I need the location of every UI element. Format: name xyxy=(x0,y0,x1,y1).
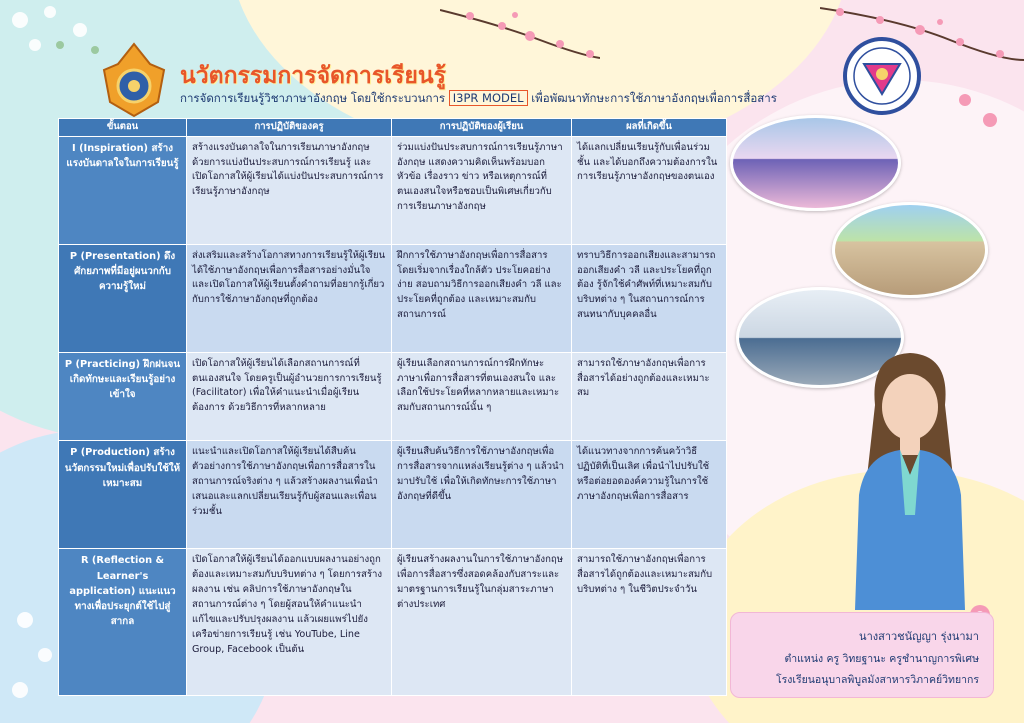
model-name-badge: I3PR MODEL xyxy=(449,90,528,106)
presenter-school: โรงเรียนอนุบาลพิบูลมังสาหารวิภาคย์วิทยากร xyxy=(775,674,979,686)
result-cell: ได้แลกเปลี่ยนเรียนรู้กับเพื่อนร่วมชั้น และได้บอกถึงความต้องการในการเรียนรู้ภาษาอังกฤษของตนเอง xyxy=(572,136,727,244)
table-row xyxy=(59,244,727,352)
step-cell: R (Reflection & Learner's application) แนะแนวทางเพื่อประยุกต์ใช้ไปสู่สากล xyxy=(59,549,187,696)
page-subtitle xyxy=(180,90,777,108)
outdoor-activity-photo xyxy=(832,202,988,298)
header-step: ขั้นตอน xyxy=(59,119,187,137)
school-emblem-icon xyxy=(100,42,168,118)
student-cell: ฝึกการใช้ภาษาอังกฤษเพื่อการสื่อสาร โดยเริ่มจากเรื่องใกล้ตัว ประโยคอย่างง่าย สอบถามวิธีการออกเสียงคำ วลี และประโยคที่ถูกต้อง และเหมาะสมกับสถานการณ์ xyxy=(392,244,572,352)
table-row xyxy=(59,136,727,244)
table-row xyxy=(59,441,727,549)
flower-icon xyxy=(0,0,110,70)
teacher-cell: สร้างแรงบันดาลใจในการเรียนภาษาอังกฤษด้วยการแบ่งปันประสบการณ์การเรียนรู้ และเปิดโอกาสให้ผู้เรียนได้แบ่งปันประสบการณ์การเรียนรู้ภาษาอังกฤษ xyxy=(187,136,392,244)
header-student: การปฏิบัติของผู้เรียน xyxy=(392,119,572,137)
subtitle-text: การจัดการเรียนรู้วิชาภาษาอังกฤษ โดยใช้กระบวนการ xyxy=(180,91,446,105)
header-teacher: การปฏิบัติของครู xyxy=(187,119,392,137)
presenter-nameplate xyxy=(730,612,994,698)
teacher-portrait xyxy=(845,345,975,610)
student-cell: ผู้เรียนสร้างผลงานในการใช้ภาษาอังกฤษเพื่อการสื่อสารซึ่งสอดคล้องกับสาระและมาตรฐานการเรียนรู้ในกลุ่มสาระภาษาต่างประเทศ xyxy=(392,549,572,696)
header-result: ผลที่เกิดขึ้น xyxy=(572,119,727,137)
flower-icon xyxy=(950,80,1010,140)
result-cell: สามารถใช้ภาษาอังกฤษเพื่อการสื่อสารได้อย่างถูกต้องและเหมาะสม xyxy=(572,352,727,441)
teacher-cell: แนะนำและเปิดโอกาสให้ผู้เรียนได้สืบค้นตัวอย่างการใช้ภาษาอังกฤษเพื่อการสื่อสารในสถานการณ์จริงต่าง ๆ แล้วสร้างผลงานเพื่อนำเสนอและแลกเปลี่ยนเรียนรู้กับผู้สอนและเพื่อนร่วมชั้น xyxy=(187,441,392,549)
step-cell: I (Inspiration) สร้างแรงบันดาลใจในการเรียนรู้ xyxy=(59,136,187,244)
step-cell: P (Production) สร้างนวัตกรรมใหม่เพื่อปรับใช้ให้เหมาะสม xyxy=(59,441,187,549)
teacher-cell: ส่งเสริมและสร้างโอกาสทางการเรียนรู้ให้ผู้เรียนได้ใช้ภาษาอังกฤษเพื่อการสื่อสารอย่างมั่นใจ และเปิดโอกาสให้ผู้เรียนตั้งคำถามที่อยากรู้เกี่ยวกับการใช้ภาษาอังกฤษที่ถูกต้อง xyxy=(187,244,392,352)
student-cell: ผู้เรียนเลือกสถานการณ์การฝึกทักษะภาษาเพื่อการสื่อสารที่ตนเองสนใจ และเลือกใช้ประโยคที่หลากหลายและเหมาะสมกับสถานการณ์นั้น ๆ xyxy=(392,352,572,441)
table-row xyxy=(59,549,727,696)
page-title: นวัตกรรมการจัดการเรียนรู้ xyxy=(180,63,446,89)
result-cell: สามารถใช้ภาษาอังกฤษเพื่อการสื่อสารได้ถูกต้องและเหมาะสมกับบริบทต่าง ๆ ในชีวิตประจำวัน xyxy=(572,549,727,696)
classroom-photo xyxy=(730,115,901,211)
subtitle-text-end: เพื่อพัฒนาทักษะการใช้ภาษาอังกฤษเพื่อการสื่อสาร xyxy=(531,91,777,105)
step-cell: P (Practicing) ฝึกฝนจนเกิดทักษะและเรียนรู้อย่างเข้าใจ xyxy=(59,352,187,441)
lesson-process-table xyxy=(58,118,727,696)
presenter-name: นางสาวชนัญญา รุ่งนามา xyxy=(859,630,979,643)
student-cell: ผู้เรียนสืบค้นวิธีการใช้ภาษาอังกฤษเพื่อการสื่อสารจากแหล่งเรียนรู้ต่าง ๆ แล้วนำมาปรับใช้ เพื่อให้เกิดทักษะการใช้ภาษาอังกฤษที่ดีขึ้น xyxy=(392,441,572,549)
student-cell: ร่วมแบ่งปันประสบการณ์การเรียนรู้ภาษาอังกฤษ แสดงความคิดเห็นพร้อมบอกหัวข้อ เรื่องราว ข่าว หรือเหตุการณ์ที่ตนเองสนใจหรือชอบเป็นพิเศษเกี่ยวกับการเรียนภาษาอังกฤษ xyxy=(392,136,572,244)
table-row xyxy=(59,352,727,441)
result-cell: ทราบวิธีการออกเสียงและสามารถออกเสียงคำ วลี และประโยคที่ถูกต้อง รู้จักใช้คำศัพท์ที่เหมาะสมกับบริบทต่าง ๆ ในสถานการณ์การสนทนากับบุคคลอื่น xyxy=(572,244,727,352)
result-cell: ได้แนวทางจากการค้นคว้าวิธีปฏิบัติที่เป็นเลิศ เพื่อนำไปปรับใช้หรือต่อยอดองค์ความรู้ในการใช้ภาษาอังกฤษเพื่อการสื่อสาร xyxy=(572,441,727,549)
school-logo-icon xyxy=(842,36,922,116)
cherry-blossom-icon xyxy=(440,0,600,60)
teacher-cell: เปิดโอกาสให้ผู้เรียนได้เลือกสถานการณ์ที่ตนเองสนใจ โดยครูเป็นผู้อำนวยการการเรียนรู้ (Facilitator) เพื่อให้คำแนะนำเมื่อผู้เรียนต้องการ ด้วยวิธีการที่หลากหลาย xyxy=(187,352,392,441)
teacher-cell: เปิดโอกาสให้ผู้เรียนได้ออกแบบผลงานอย่างถูกต้องและเหมาะสมกับบริบทต่าง ๆ โดยการสร้างผลงาน เช่น คลิปการใช้ภาษาอังกฤษในสถานการณ์ต่าง ๆ โดยผู้สอนให้คำแนะนำ แก้ไขและปรับปรุงผลงาน แล้วเผยแพร่ไปยังเครือข่ายการเรียนรู้ เช่น YouTube, Line Group, Facebook เป็นต้น xyxy=(187,549,392,696)
presenter-position: ตำแหน่ง ครู วิทยฐานะ ครูชำนาญการพิเศษ xyxy=(784,653,979,665)
table-header-row xyxy=(59,119,727,137)
step-cell: P (Presentation) ดึงศักยภาพที่มีอยู่ผนวกกับความรู้ใหม่ xyxy=(59,244,187,352)
